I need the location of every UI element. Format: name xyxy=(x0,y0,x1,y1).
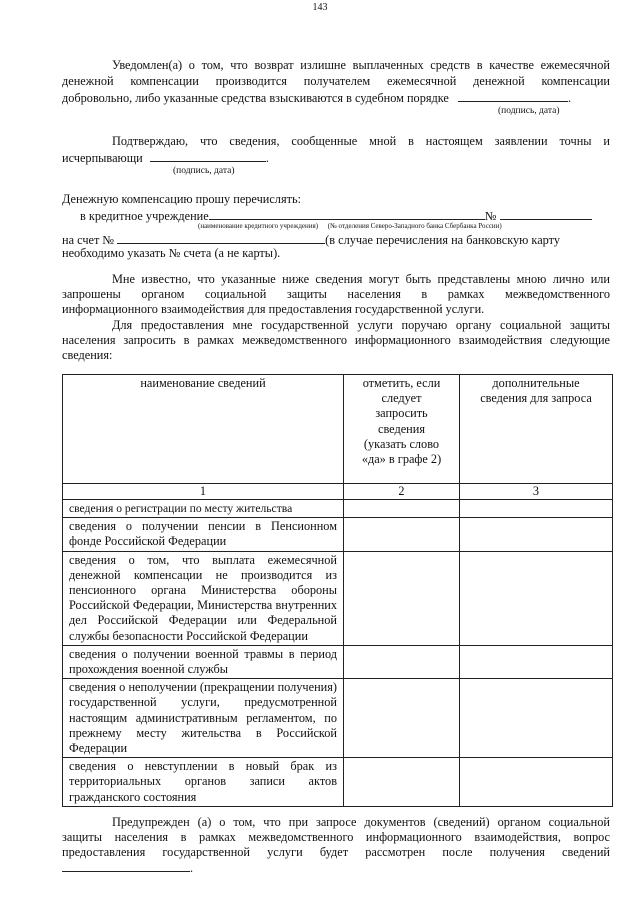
warning-line2: защиты населения в рамках межведомственного информационного взаимодействия, вопрос xyxy=(62,830,610,844)
table-row xyxy=(63,551,613,645)
bank-field xyxy=(209,207,485,220)
page-number: 143 xyxy=(312,2,328,13)
row-extra-cell[interactable] xyxy=(460,679,613,758)
notice1-line2: денежной компенсации производится получателем ежемесячной денежной компенсации xyxy=(62,74,610,88)
confirm-line2: исчерпывающи . xyxy=(62,151,269,165)
number-sign: № xyxy=(484,209,497,223)
info-line1: Мне известно, что указанные ниже сведения могут быть представлены мною лично или xyxy=(112,272,610,286)
row-label-non-receipt: сведения о неполучении (прекращении получения) государственной услуги, предусмотренной настоящим административным регламентом, по прежнему месту жительства в Российской Федерации xyxy=(63,679,344,758)
table-header-name: наименование сведений xyxy=(63,375,344,484)
warning-signature: . xyxy=(62,859,193,876)
row-extra-cell[interactable] xyxy=(460,758,613,807)
row-mark-cell[interactable] xyxy=(344,645,460,678)
confirm-signature-line xyxy=(150,149,266,162)
table-row xyxy=(63,500,613,518)
table-header-row xyxy=(63,375,613,484)
branch-field xyxy=(500,207,592,220)
confirm-signature-caption: (подпись, дата) xyxy=(173,166,235,176)
notice1-signature-line xyxy=(458,89,568,102)
row-extra-cell[interactable] xyxy=(460,645,613,678)
column-number-3: 3 xyxy=(460,484,613,500)
notice1-line3-text: добровольно, либо указанные средства взыскиваются в судебном порядке xyxy=(62,91,449,105)
row-extra-cell[interactable] xyxy=(460,518,613,551)
row-label-no-payment: сведения о том, что выплата ежемесячной денежной компенсации не производится из пенсионного органа Министерства обороны Российской Федерации, Министерства внутренних дел Российской Федерации или Федеральной службы безопасности Российской Федерации xyxy=(63,551,344,645)
account-field xyxy=(117,231,325,244)
table-row xyxy=(63,645,613,678)
branch-caption: (№ отделения Северо-Западного банка Сбербанка России) xyxy=(327,222,502,230)
confirm-line2-text: исчерпывающи xyxy=(62,151,143,165)
row-extra-cell[interactable] xyxy=(460,500,613,518)
row-mark-cell[interactable] xyxy=(344,551,460,645)
transfer-heading: Денежную компенсацию прошу перечислять: xyxy=(62,192,301,206)
request-line3: сведения: xyxy=(62,348,113,362)
warning-signature-line xyxy=(62,859,190,872)
account-label: на счет № xyxy=(62,233,115,247)
row-mark-cell[interactable] xyxy=(344,679,460,758)
account-note: (в случае перечисления на банковскую карту xyxy=(325,233,560,247)
table-header-mark: отметить, если следует запросить сведения (указать слово «да» в графе 2) xyxy=(344,375,460,484)
confirm-line1: Подтверждаю, что сведения, сообщенные мной в настоящем заявлении точны и xyxy=(112,134,610,148)
row-mark-cell[interactable] xyxy=(344,758,460,807)
row-label-marriage: сведения о невступлении в новый брак из территориальных органов записи актов гражданского состояния xyxy=(63,758,344,807)
info-line3: информационного взаимодействия для предоставления государственной услуги. xyxy=(62,302,485,316)
row-label-pension: сведения о получении пенсии в Пенсионном фонде Российской Федерации xyxy=(63,518,344,551)
table-row xyxy=(63,518,613,551)
table-header-extra: дополнительные сведения для запроса xyxy=(460,375,613,484)
warning-line3: предоставления государственной услуги будет рассмотрен после получения сведений xyxy=(62,845,610,859)
column-number-1: 1 xyxy=(63,484,344,500)
warning-line1: Предупрежден (а) о том, что при запросе документов (сведений) органом социальной xyxy=(112,815,610,829)
row-extra-cell[interactable] xyxy=(460,551,613,645)
notice1-signature-caption: (подпись, дата) xyxy=(498,106,560,116)
request-line1: Для предоставления мне государственной услуги поручаю органу социальной защиты xyxy=(112,318,610,332)
row-mark-cell[interactable] xyxy=(344,500,460,518)
notice1-line3: добровольно, либо указанные средства взыскиваются в судебном порядке . xyxy=(62,91,572,105)
row-mark-cell[interactable] xyxy=(344,518,460,551)
bank-label: в кредитное учреждение xyxy=(80,209,209,223)
row-label-registration: сведения о регистрации по месту жительства xyxy=(63,500,344,518)
table-number-row xyxy=(63,484,613,500)
info-line2: запрошены органом социальной защиты населения в рамках межведомственного xyxy=(62,287,610,301)
row-label-injury: сведения о получении военной травмы в период прохождения военной службы xyxy=(63,645,344,678)
account-note-line2: необходимо указать № счета (а не карты). xyxy=(62,246,281,260)
column-number-2: 2 xyxy=(344,484,460,500)
table-row xyxy=(63,758,613,807)
bank-caption: (наименование кредитного учреждения) xyxy=(198,222,319,230)
request-line2: населения запросить в рамках межведомственного информационного взаимодействия следующие xyxy=(62,333,610,347)
notice1-line1: Уведомлен(а) о том, что возврат излишне выплаченных средств в качестве ежемесячной xyxy=(112,58,610,72)
table-row xyxy=(63,679,613,758)
requested-info-table xyxy=(62,374,613,807)
bank-captions xyxy=(198,222,502,230)
